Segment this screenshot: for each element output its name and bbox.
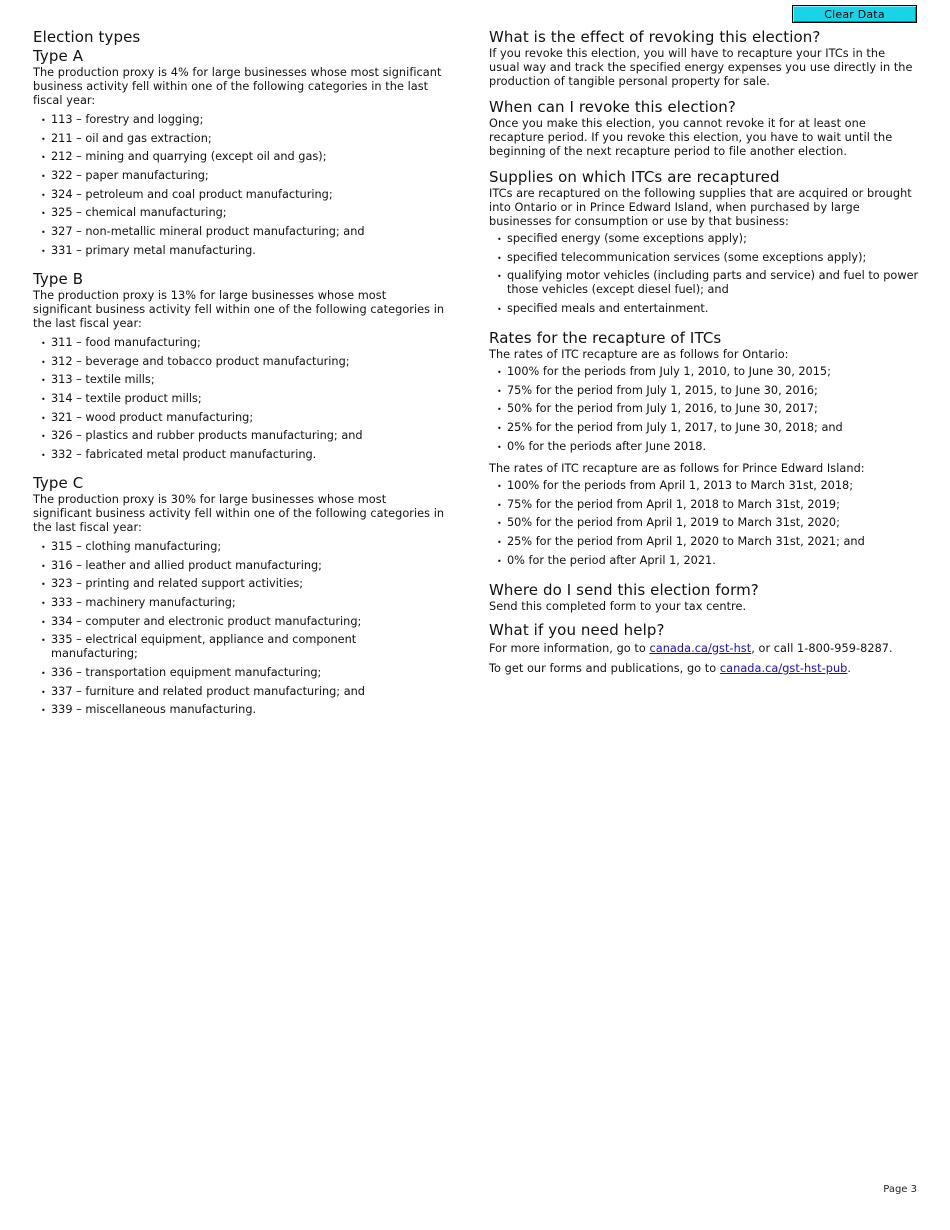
gst-hst-pub-link[interactable]: canada.ca/gst-hst-pub: [719, 661, 848, 675]
list-item: • specified energy (some exceptions apply);: [489, 232, 919, 246]
list-item: • specified meals and entertainment.: [489, 302, 919, 316]
list-item: • 337 – furniture and related product manufacturing; and: [33, 685, 445, 699]
page-number: Page 3: [883, 1184, 917, 1195]
type-a-heading: Type A: [33, 47, 84, 65]
when-text: Once you make this election, you cannot revoke it for at least one recapture period. If you revoke this election, you have to wait until the beginning of the next recapture period to file another election.: [489, 117, 893, 158]
list-item: • 314 – textile product mills;: [33, 392, 445, 406]
clear-data-button[interactable]: Clear Data: [792, 5, 917, 23]
supplies-text: ITCs are recaptured on the following supplies that are acquired or brought into Ontario or in Prince Edward Island, when purchased by large businesses for consumption or use by that business:: [489, 187, 912, 228]
effect-text: If you revoke this election, you will have to recapture your ITCs in the usual way and track the specified energy expenses you use directly in the production of tangible personal property for sale.: [489, 47, 913, 88]
list-item: • 113 – forestry and logging;: [33, 113, 445, 127]
list-item: • 334 – computer and electronic product manufacturing;: [33, 615, 445, 629]
list-item: • qualifying motor vehicles (including parts and service) and fuel to power those vehicles (except diesel fuel); and: [489, 269, 919, 297]
ontario-rates-list: [489, 365, 919, 454]
pei-rates-intro: The rates of ITC recapture are as follows for Prince Edward Island:: [489, 461, 865, 475]
type-b-intro: The production proxy is 13% for large businesses whose most significant business activity fell within one of the following categories in the last fiscal year:: [33, 288, 445, 330]
list-item: • 332 – fabricated metal product manufacturing.: [33, 448, 445, 462]
gst-hst-link[interactable]: canada.ca/gst-hst: [649, 641, 752, 655]
list-item: • 315 – clothing manufacturing;: [33, 540, 445, 554]
list-item: • 25% for the period from July 1, 2017, to June 30, 2018; and: [489, 421, 919, 435]
help-line-1: [489, 642, 919, 656]
list-item: • 339 – miscellaneous manufacturing.: [33, 703, 445, 717]
list-item: • 0% for the periods after June 2018.: [489, 440, 919, 454]
list-item: • 322 – paper manufacturing;: [33, 169, 445, 183]
ontario-rates-intro: The rates of ITC recapture are as follows for Ontario:: [489, 348, 789, 362]
type-b-heading: Type B: [33, 269, 84, 288]
list-item: • 321 – wood product manufacturing;: [33, 411, 445, 425]
effect-heading: What is the effect of revoking this election?: [489, 28, 821, 46]
list-item: • 335 – electrical equipment, appliance and component manufacturing;: [33, 633, 445, 661]
help-line-1-post: , or call 1-800-959-8287.: [751, 641, 893, 655]
list-item: • 313 – textile mills;: [33, 373, 445, 387]
list-item: • 211 – oil and gas extraction;: [33, 132, 445, 146]
list-item: • 75% for the period from April 1, 2018 to March 31st, 2019;: [489, 498, 919, 512]
send-heading: Where do I send this election form?: [489, 580, 759, 599]
list-item: • 75% for the period from July 1, 2015, to June 30, 2016;: [489, 384, 919, 398]
help-line-2: [489, 662, 919, 676]
list-item: • 324 – petroleum and coal product manufacturing;: [33, 188, 445, 202]
election-types-heading: Election types: [33, 28, 141, 46]
type-c-intro: The production proxy is 30% for large businesses whose most significant business activity fell within one of the following categories in the last fiscal year:: [33, 492, 445, 534]
list-item: • 25% for the period from April 1, 2020 to March 31st, 2021; and: [489, 535, 919, 549]
list-item: • 323 – printing and related support activities;: [33, 577, 445, 591]
list-item: • 311 – food manufacturing;: [33, 336, 445, 350]
list-item: • 331 – primary metal manufacturing.: [33, 244, 445, 258]
help-heading: What if you need help?: [489, 620, 665, 639]
help-line-1-pre: For more information, go to: [489, 641, 650, 655]
list-item: • specified telecommunication services (some exceptions apply);: [489, 251, 919, 265]
help-line-2-pre: To get our forms and publications, go to: [489, 661, 720, 675]
left-column: [33, 28, 445, 729]
list-item: • 326 – plastics and rubber products manufacturing; and: [33, 429, 445, 443]
list-item: • 327 – non-metallic mineral product manufacturing; and: [33, 225, 445, 239]
list-item: • 325 – chemical manufacturing;: [33, 206, 445, 220]
help-line-2-post: .: [847, 661, 852, 675]
list-item: • 336 – transportation equipment manufacturing;: [33, 666, 445, 680]
type-a-list: [33, 113, 445, 258]
list-item: • 316 – leather and allied product manufacturing;: [33, 559, 445, 573]
type-b-list: [33, 336, 445, 462]
type-c-list: [33, 540, 445, 718]
list-item: • 212 – mining and quarrying (except oil and gas);: [33, 150, 445, 164]
list-item: • 50% for the period from July 1, 2016, to June 30, 2017;: [489, 402, 919, 416]
list-item: • 100% for the periods from July 1, 2010, to June 30, 2015;: [489, 365, 919, 379]
type-a-intro: The production proxy is 4% for large businesses whose most significant business activity fell within one of the following categories in the last fiscal year:: [33, 66, 442, 107]
send-text: Send this completed form to your tax centre.: [489, 599, 747, 613]
list-item: • 50% for the period from April 1, 2019 to March 31st, 2020;: [489, 516, 919, 530]
supplies-list: [489, 232, 919, 316]
right-column: [489, 28, 919, 676]
pei-rates-list: [489, 479, 919, 568]
type-c-heading: Type C: [33, 473, 84, 492]
when-heading: When can I revoke this election?: [489, 98, 736, 116]
list-item: • 100% for the periods from April 1, 2013 to March 31st, 2018;: [489, 479, 919, 493]
rates-heading: Rates for the recapture of ITCs: [489, 329, 722, 348]
list-item: • 333 – machinery manufacturing;: [33, 596, 445, 610]
supplies-heading: Supplies on which ITCs are recaptured: [489, 168, 780, 186]
list-item: • 0% for the period after April 1, 2021.: [489, 554, 919, 568]
list-item: • 312 – beverage and tobacco product manufacturing;: [33, 355, 445, 369]
